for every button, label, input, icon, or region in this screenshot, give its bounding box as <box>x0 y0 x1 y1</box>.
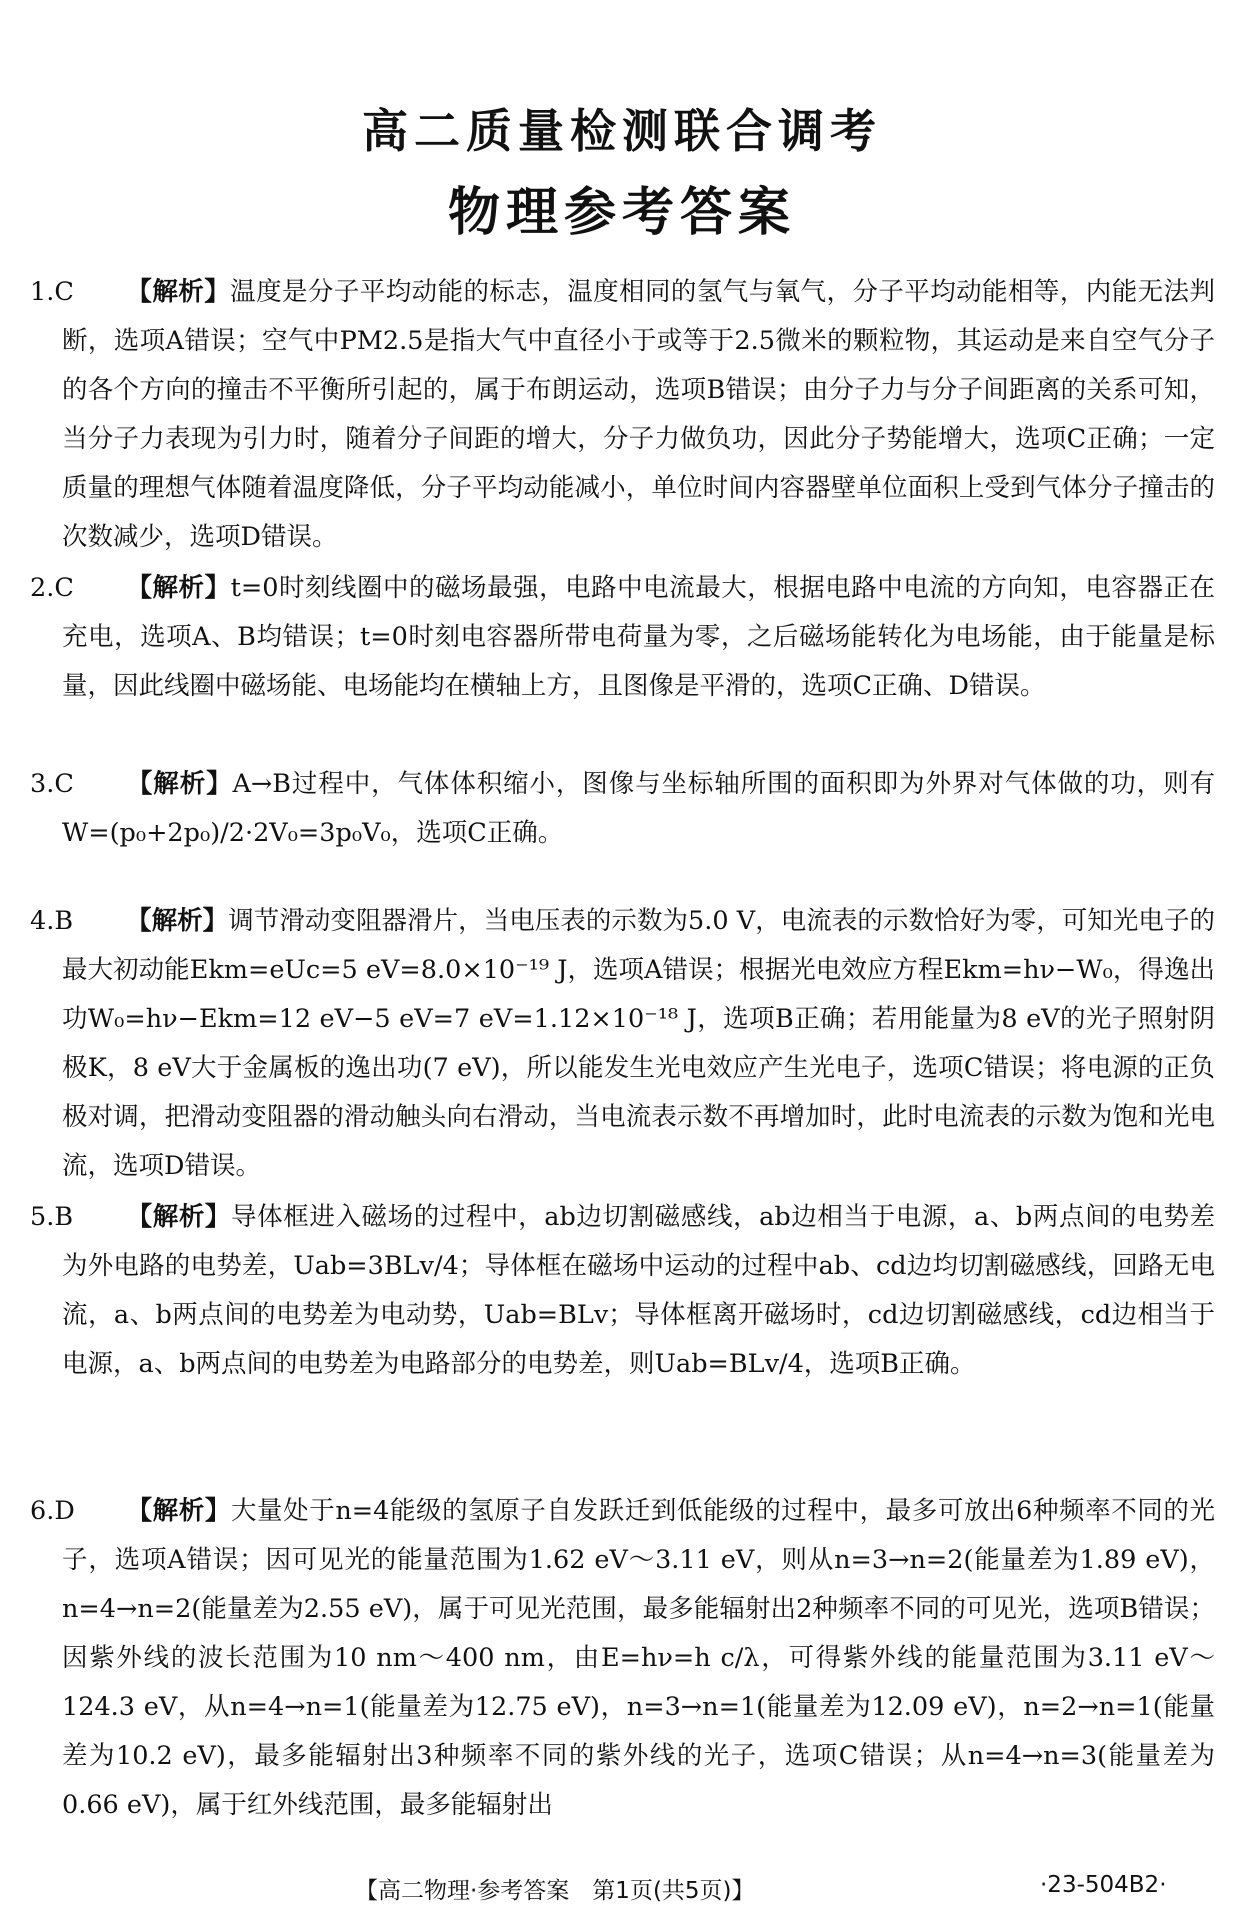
answer-text: 调节滑动变阻器滑片，当电压表的示数为5.0 V，电流表的示数恰好为零，可知光电子的最大初动能Ekm=eUc=5 eV=8.0×10⁻¹⁹ J，选项A错误；根据光电效应方程Ekm=hν−W₀，得逸出功W₀=hν−Ekm=12 eV−5 eV=7 eV=1.12×10⁻¹⁸ J，选项B正确；若用能量为8 eV的光子照射阴极K，8 eV大于金属板的逸出功(7 eV)，所以能发生光电效应产生光电子，选项C错误；将电源的正负极对调，把滑动变阻器的滑动触头向右滑动，当电流表示数不再增加时，此时电流表的示数为饱和光电流，选项D错误。 <box>62 906 1215 1181</box>
answer-number: 4.B <box>30 906 74 936</box>
analysis-tag: 【解析】 <box>126 1496 231 1526</box>
analysis-tag: 【解析】 <box>126 573 231 603</box>
answer-number: 3.C <box>30 769 74 799</box>
answer-number: 2.C <box>30 573 74 603</box>
page-title: 高二质量检测联合调考 <box>362 104 882 158</box>
answer-item-6 <box>30 1487 1215 1907</box>
answer-item-5 <box>30 1193 1215 1487</box>
answer-number: 5.B <box>30 1202 74 1232</box>
answer-item-3 <box>30 760 1215 897</box>
answers-list <box>30 268 1215 1907</box>
answer-text: 大量处于n=4能级的氢原子自发跃迁到低能级的过程中，最多可放出6种频率不同的光子，选项A错误；因可见光的能量范围为1.62 eV～3.11 eV，则从n=3→n=2(能量差为1.89 eV)，n=4→n=2(能量差为2.55 eV)，属于可见光范围，最多能辐射出2种频率不同的可见光，选项B错误；因紫外线的波长范围为10 nm～400 nm，由E=hν=h c/λ，可得紫外线的能量范围为3.11 eV～124.3 eV，从n=4→n=1(能量差为12.75 eV)，n=3→n=1(能量差为12.09 eV)，n=2→n=1(能量差为10.2 eV)，最多能辐射出3种频率不同的紫外线的光子，选项C错误；从n=4→n=3(能量差为0.66 eV)，属于红外线范围，最多能辐射出 <box>62 1496 1215 1820</box>
answer-text: 导体框进入磁场的过程中，ab边切割磁感线，ab边相当于电源，a、b两点间的电势差为外电路的电势差，Uab=3BLv/4；导体框在磁场中运动的过程中ab、cd边均切割磁感线，回路无电流，a、b两点间的电势差为电动势，Uab=BLv；导体框离开磁场时，cd边切割磁感线，cd边相当于电源，a、b两点间的电势差为电路部分的电势差，则Uab=BLv/4，选项B正确。 <box>62 1202 1215 1379</box>
analysis-tag: 【解析】 <box>126 277 231 307</box>
footer-code: ·23-504B2· <box>1040 1872 1167 1898</box>
answer-text: A→B过程中，气体体积缩小，图像与坐标轴所围的面积即为外界对气体做的功，则有W=(p₀+2p₀)/2·2V₀=3p₀V₀，选项C正确。 <box>62 769 1215 848</box>
answer-item-2 <box>30 564 1215 760</box>
page-subtitle: 物理参考答案 <box>447 183 796 243</box>
analysis-tag: 【解析】 <box>126 906 229 936</box>
answer-text: t=0时刻线圈中的磁场最强，电路中电流最大，根据电路中电流的方向知，电容器正在充电，选项A、B均错误；t=0时刻电容器所带电荷量为零，之后磁场能转化为电场能，由于能量是标量，因此线圈中磁场能、电场能均在横轴上方，且图像是平滑的，选项C正确、D错误。 <box>62 573 1215 701</box>
answer-item-4 <box>30 897 1215 1193</box>
analysis-tag: 【解析】 <box>126 769 233 799</box>
footer-page-label: 【高二物理·参考答案 第1页(共5页)】 <box>355 1878 755 1904</box>
answer-text: 温度是分子平均动能的标志，温度相同的氢气与氧气，分子平均动能相等，内能无法判断，选项A错误；空气中PM2.5是指大气中直径小于或等于2.5微米的颗粒物，其运动是来自空气分子的各个方向的撞击不平衡所引起的，属于布朗运动，选项B错误；由分子力与分子间距离的关系可知，当分子力表现为引力时，随着分子间距的增大，分子力做负功，因此分子势能增大，选项C正确；一定质量的理想气体随着温度降低，分子平均动能减小，单位时间内容器壁单位面积上受到气体分子撞击的次数减少，选项D错误。 <box>62 277 1215 552</box>
answer-number: 1.C <box>30 277 74 307</box>
analysis-tag: 【解析】 <box>126 1202 232 1232</box>
answer-number: 6.D <box>30 1496 75 1526</box>
answer-item-1 <box>30 268 1215 564</box>
